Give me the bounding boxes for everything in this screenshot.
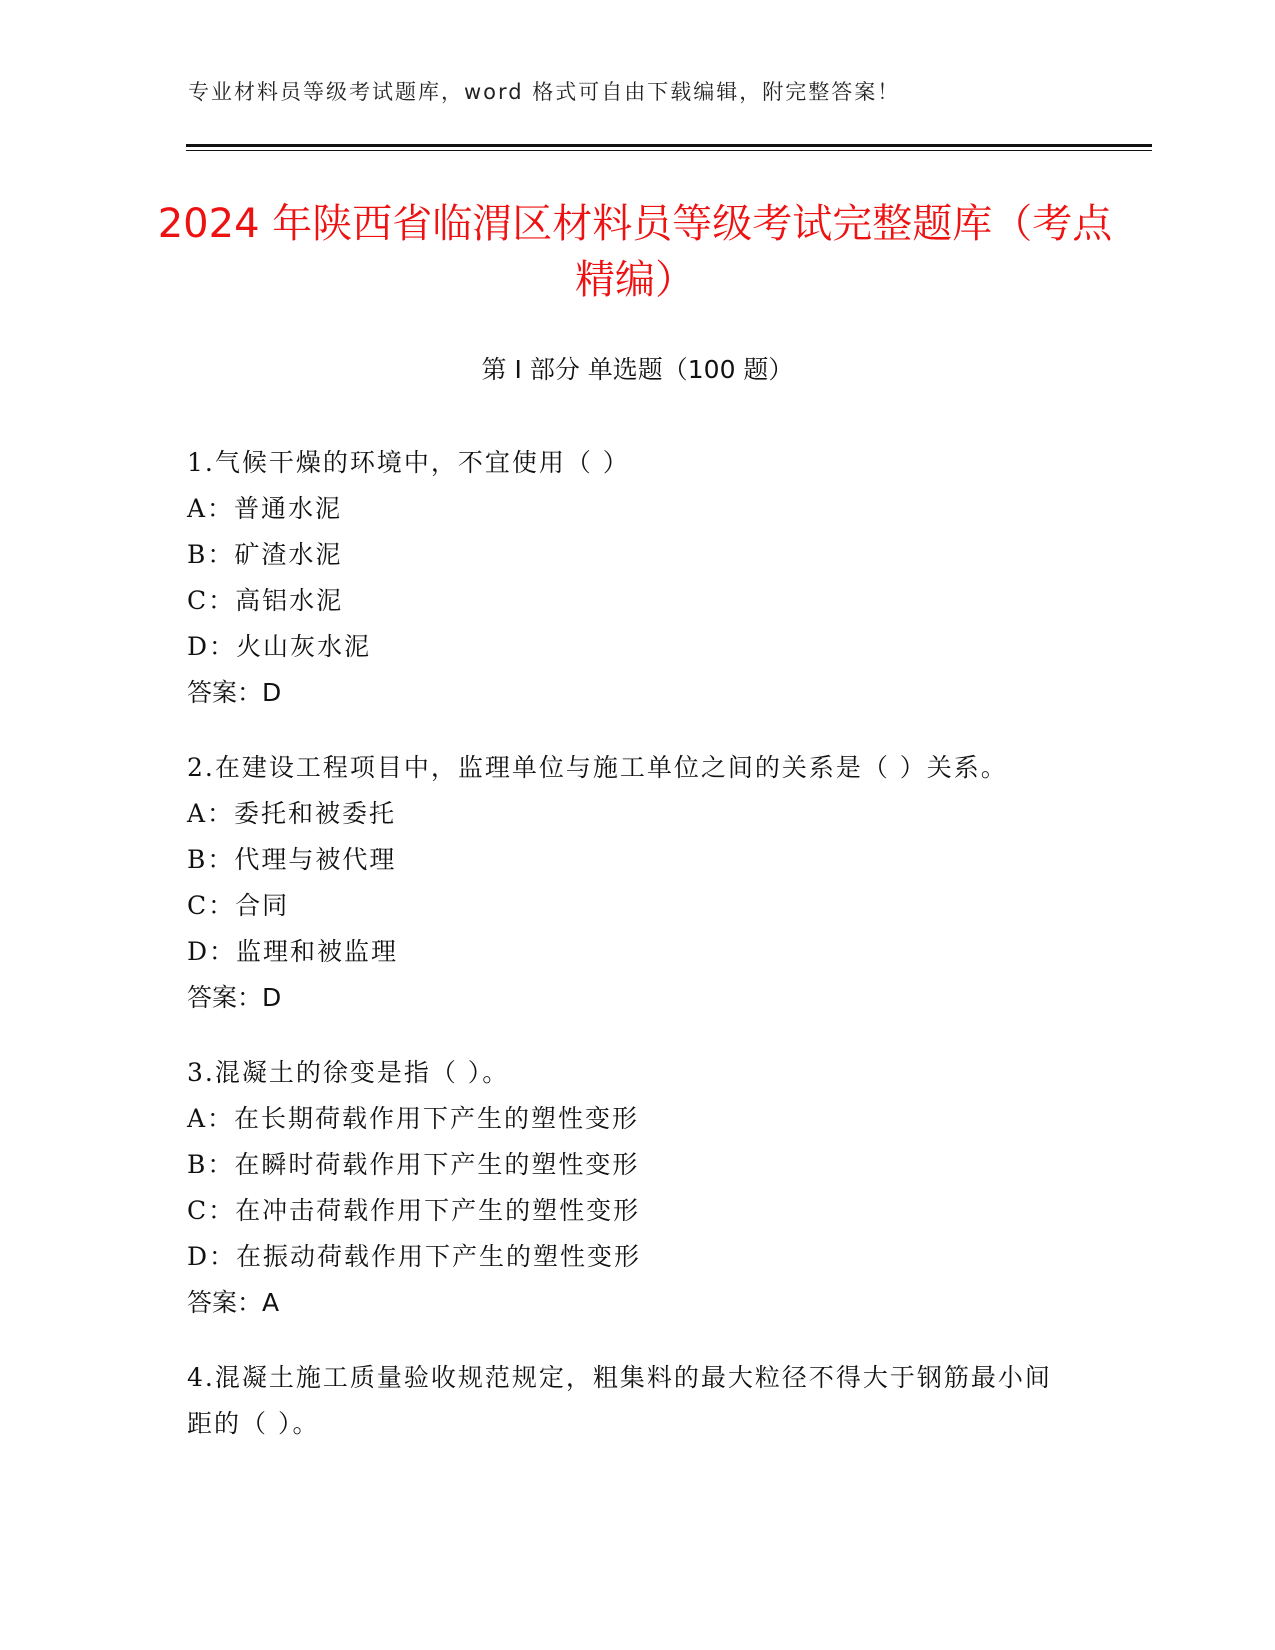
answer: 答案：D: [187, 678, 282, 707]
option-c: C：合同: [187, 891, 290, 920]
option-b: B：矿渣水泥: [187, 540, 343, 569]
header-note: 专业材料员等级考试题库，word 格式可自由下载编辑，附完整答案！: [188, 80, 901, 104]
question-4: [187, 1355, 1077, 1447]
option-c: C：高铝水泥: [187, 586, 344, 615]
document-title: 2024 年陕西省临渭区材料员等级考试完整题库（考点精编）: [157, 201, 1113, 303]
question-stem: 2.在建设工程项目中，监理单位与施工单位之间的关系是（ ）关系。: [187, 753, 1008, 782]
section-title: 第 I 部分 单选题（100 题）: [481, 355, 794, 384]
answer: 答案：D: [187, 983, 282, 1012]
option-a: A：在长期荷载作用下产生的塑性变形: [187, 1104, 640, 1133]
header-rule-thick: [186, 144, 1152, 147]
question-2: [187, 745, 1077, 1021]
option-c: C：在冲击荷载作用下产生的塑性变形: [187, 1196, 641, 1225]
option-d: D：在振动荷载作用下产生的塑性变形: [187, 1242, 642, 1271]
option-d: D：监理和被监理: [187, 937, 399, 966]
option-a: A：委托和被委托: [187, 799, 397, 828]
option-b: B：在瞬时荷载作用下产生的塑性变形: [187, 1150, 640, 1179]
question-1: [187, 440, 1077, 716]
question-stem: 3.混凝土的徐变是指（ ）。: [187, 1058, 510, 1087]
question-3: [187, 1050, 1077, 1326]
option-b: B：代理与被代理: [187, 845, 397, 874]
option-d: D：火山灰水泥: [187, 632, 372, 661]
answer: 答案：A: [187, 1288, 280, 1317]
option-a: A：普通水泥: [187, 494, 343, 523]
question-stem: 1.气候干燥的环境中，不宜使用（ ）: [187, 448, 630, 477]
header-rule-thin: [186, 150, 1152, 151]
question-stem: 4.混凝土施工质量验收规范规定，粗集料的最大粒径不得大于钢筋最小间距的（ ）。: [187, 1363, 1052, 1438]
question-list: [187, 440, 1077, 1476]
